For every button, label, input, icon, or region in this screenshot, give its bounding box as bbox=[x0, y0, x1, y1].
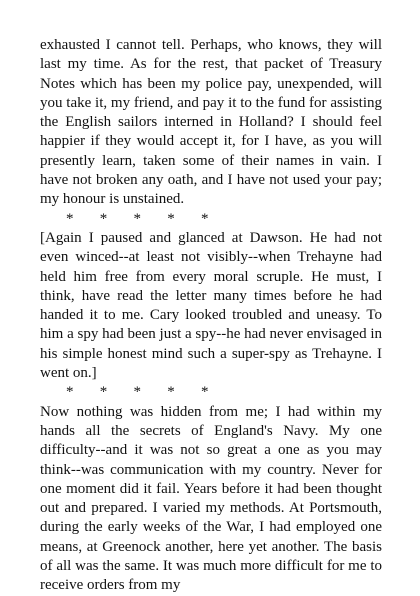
paragraph-narration: [Again I paused and glanced at Dawson. He had not even winced--at least not visibly--when Trehayne had held him free from every moral scruple. He must, I think, have read the letter many times before he had handed it to me. Cary looked troubled and uneasy. To him a spy had been just a spy--he had never envisaged in his simple honest mind such a super-spy as Trehayne. I went on.] bbox=[40, 229, 382, 382]
section-separator: * * * * * bbox=[66, 384, 209, 401]
section-separator: * * * * * bbox=[66, 210, 209, 227]
document-page bbox=[40, 36, 382, 596]
paragraph-letter-continued: Now nothing was hidden from me; I had within my hands all the secrets of England's Navy. My one difficulty--and it was not so great a one as you may think--was communication with my country. Never for one moment did it fail. Years before it had been thought out and prepared. I varied my methods. At Portsmouth, during the early weeks of the War, I had employed one means, at Greenock another, here yet another. The basis of all was the same. It was much more difficult for me to receive orders from my bbox=[40, 403, 382, 594]
paragraph-letter-text: exhausted I cannot tell. Perhaps, who knows, they will last my time. As for the rest, that packet of Treasury Notes which has been my police pay, unexpended, will you take it, my friend, and pay it to the fund for assisting the English sailors interned in Holland? I should feel happier if they would accept it, for I have, as you will presently learn, taken some of their names in vain. I have not broken any oath, and I have not used your pay; my honour is unstained. bbox=[40, 37, 382, 208]
